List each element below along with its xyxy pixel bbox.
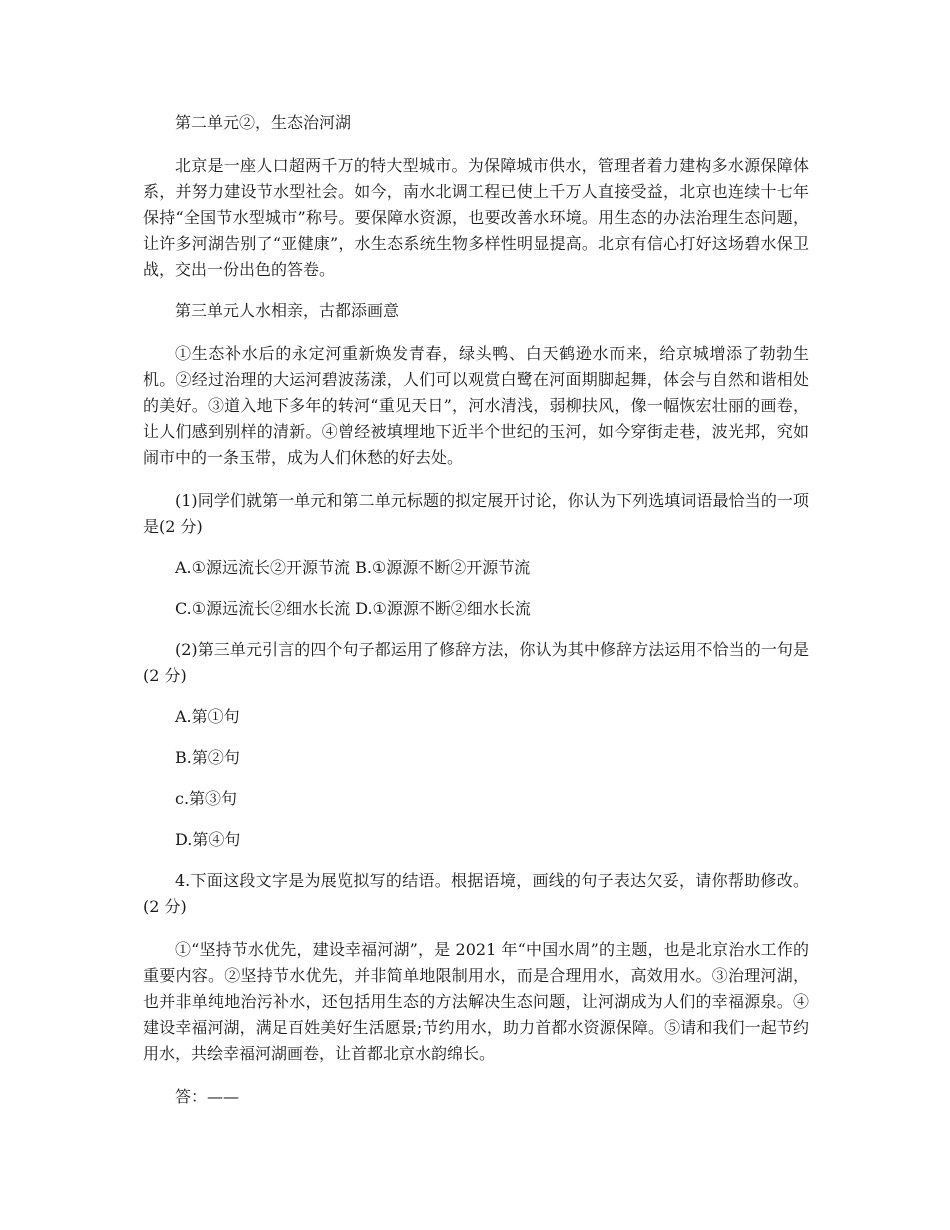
question2-option-b: B.第②句 [175,748,240,767]
document-page [143,110,809,1110]
question1-stem: (1)同学们就第一单元和第二单元标题的拟定展开讨论，你认为下列选填词语最恰当的一项是(2 分) [143,491,809,536]
question4-passage: ①“坚持节水优先，建设幸福河湖”，是 2021 年“中国水周”的主题，也是北京治水工作的重要内容。②坚持节水优先，并非简单地限制用水，而是合理用水，高效用水。③治理河湖，也并非单纯地治污补水，还包括用生态的方法解决生态问题，让河湖成为人们的幸福源泉。④建设幸福河湖，满足百姓美好生活愿景;节约用水，助力首都水资源保障。⑤请和我们一起节约用水，共绘幸福河湖画卷，让首都北京水韵绵长。 [143,940,809,1063]
question2-option-d: D.第④句 [175,830,241,849]
unit3-body: ①生态补水后的永定河重新焕发青春，绿头鸭、白天鹤逊水而来，给京城增添了勃勃生机。②经过治理的大运河碧波荡漾，人们可以观赏白鹭在河面期脚起舞，体会与自然和谐相处的美好。③道入地下多年的转河“重见天日”，河水清浅，弱柳扶风，像一幅恢宏壮丽的画卷，让人们感到别样的清新。④曾经被填埋地下近半个世纪的玉河，如今穿街走巷，波光邦，究如闹市中的一条玉带，成为人们休愁的好去处。 [143,344,809,467]
answer-line: 答：—— [175,1087,240,1106]
question4-stem: 4.下面这段文字是为展览拟写的结语。根据语境，画线的句子表达欠妥，请你帮助修改。(2 分) [143,871,809,916]
question1-options-row2: C.①源远流长②细水长流 D.①源源不断②细水长流 [175,599,531,618]
unit3-heading: 第三单元人水相亲，古都添画意 [175,301,400,320]
question2-option-c: c.第③句 [175,789,238,808]
question1-options-row1: A.①源远流长②开源节流 B.①源源不断②开源节流 [175,558,531,577]
question2-option-a: A.第①句 [175,707,240,726]
question2-stem: (2)第三单元引言的四个句子都运用了修辞方法，你认为其中修辞方法运用不恰当的一句是(2 分) [143,640,809,685]
unit2-heading: 第二单元②，生态治河湖 [175,113,352,132]
unit2-body: 北京是一座人口超两千万的特大型城市。为保障城市供水，管理者着力建构多水源保障体系，并努力建设节水型社会。如今，南水北调工程已使上千万人直接受益，北京也连续十七年保持“全国节水型城市”称号。要保障水资源，也要改善水环境。用生态的办法治理生态问题，让许多河湖告别了“亚健康”，水生态系统生物多样性明显提高。北京有信心打好这场碧水保卫战，交出一份出色的答卷。 [143,156,809,279]
